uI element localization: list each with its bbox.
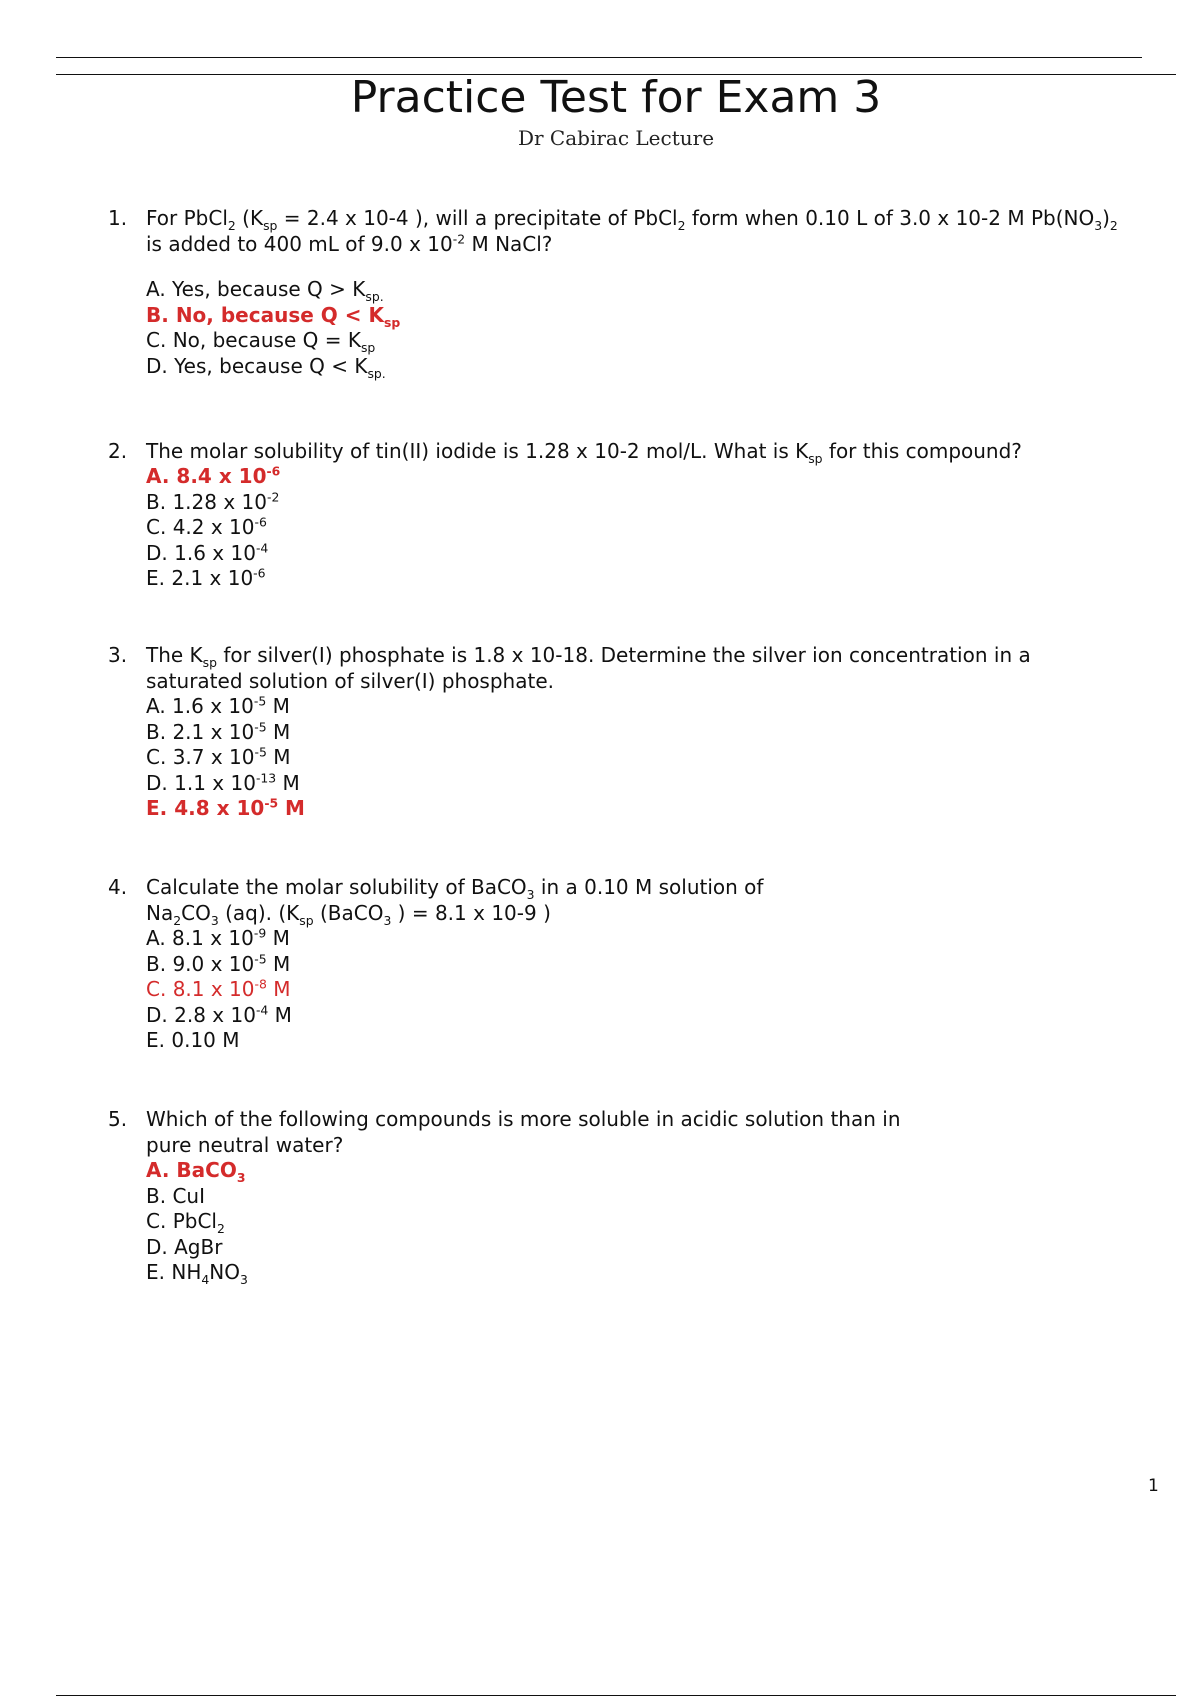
option-d: D. AgBr xyxy=(146,1234,223,1259)
option-b: B. 1.28 x $10^{-2}$ xyxy=(146,488,280,514)
option-d: D. Yes, because $Q < K_{sp.}$ xyxy=(146,353,386,381)
option-a-correct: A. 8.4 x $10^{-6}$ xyxy=(146,463,281,488)
option-c: C. 4.2 x $10^{-6}$ xyxy=(146,514,267,539)
option-d: D. 2.8 x $10^{-4}$ M xyxy=(146,1001,292,1027)
option-d: D. 1.1 x $10^{-13}$ M xyxy=(146,769,300,795)
question-number: 1. xyxy=(108,206,128,230)
option-b: B. 9.0 x $10^{-5}$ M xyxy=(146,950,291,976)
option-e: E. 2.1 x $10^{-6}$ xyxy=(146,565,266,590)
question-text: The $K_{sp}$ for silver(I) phosphate is 1.8 x 10-18. Determine the silver ion concentration in a saturated solution of silver(I) phosphate. xyxy=(146,643,1031,693)
option-c: C. PbCl$_2$ xyxy=(146,1209,225,1236)
question-number: 3. xyxy=(108,643,128,667)
question-2 xyxy=(108,438,1128,592)
answer-options xyxy=(146,277,1128,379)
question-number: 5. xyxy=(108,1107,128,1131)
option-e: E. $NH_4NO_3$ xyxy=(146,1260,248,1287)
option-e-correct: E. 4.8 x $10^{-5}$ M xyxy=(146,795,305,820)
option-a: A. Yes, because $Q > K_{sp.}$ xyxy=(146,277,384,304)
option-a: A. 1.6 x $10^{-5}$ M xyxy=(146,693,290,718)
option-a-correct: A. BaCO$_3$ xyxy=(146,1158,246,1185)
question-text: Calculate the molar solubility of BaCO$_3$ in a 0.10 M solution of $Na_2CO_3$ (aq). ($K_{sp}$ (BaCO$_3$ ) = 8.1 x 10-9 ) xyxy=(146,875,764,928)
footer-rule xyxy=(56,1695,1176,1696)
answer-options xyxy=(146,926,1128,1054)
answer-options xyxy=(146,464,1128,592)
question-4 xyxy=(108,874,1128,1054)
answer-options xyxy=(146,694,1128,822)
header-rule-top xyxy=(56,57,1142,58)
answer-options xyxy=(146,1158,1128,1286)
page-title: Practice Test for Exam 3 xyxy=(350,72,882,123)
question-text: Which of the following compounds is more soluble in acidic solution than in pure neutral water? xyxy=(146,1107,901,1157)
option-a: A. 8.1 x $10^{-9}$ M xyxy=(146,925,290,950)
option-d: D. 1.6 x $10^{-4}$ xyxy=(146,539,269,565)
option-c-correct: C. 8.1 x $10^{-8}$ M xyxy=(146,976,291,1001)
option-b: B. 2.1 x $10^{-5}$ M xyxy=(146,718,291,744)
option-c: C. No, because $Q = K_{sp}$ xyxy=(146,328,376,355)
question-text: The molar solubility of tin(II) iodide is 1.28 x 10-2 mol/L. What is $K_{sp}$ for this compound? xyxy=(146,439,1022,466)
option-b: B. CuI xyxy=(146,1183,205,1208)
option-e: E. 0.10 M xyxy=(146,1028,240,1052)
question-number: 2. xyxy=(108,439,128,463)
question-5 xyxy=(108,1106,1128,1286)
question-number: 4. xyxy=(108,875,128,899)
page-subtitle: Dr Cabirac Lecture xyxy=(517,126,715,150)
option-b-correct: B. No, because $Q < K_{sp}$ xyxy=(146,302,401,330)
question-text: For PbCl$_2$ ($K_{sp} = 2.4$ x 10-4 ), will a precipitate of PbCl$_2$ form when 0.10 L of 3.0 x 10-2 M $Pb(NO_3)_2$ is added to 400 mL of 9.0 x $10^{-2}$ M NaCl? xyxy=(146,206,1118,256)
option-c: C. 3.7 x $10^{-5}$ M xyxy=(146,744,291,769)
question-3 xyxy=(108,642,1128,822)
page-number: 1 xyxy=(1148,1476,1159,1496)
question-1 xyxy=(108,205,1128,379)
